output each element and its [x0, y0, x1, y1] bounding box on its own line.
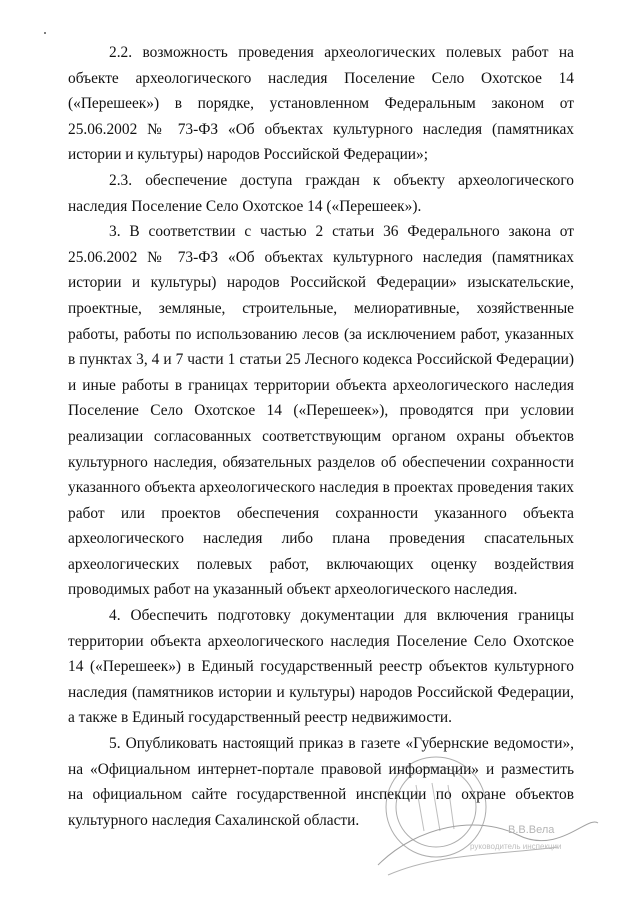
- paragraph-2-3: 2.3. обеспечение доступа граждан к объекту археологического наследия Поселение Село Охотское 14 («Перешеек»).: [68, 171, 574, 215]
- paragraph-3: 3. В соответствии с частью 2 статьи 36 Федерального закона от 25.06.2002 № 73-ФЗ «Об объектах культурного наследия (памятниках истории и культуры) народов Российской Федерации» изыскательские, проектные, земляные, строительные, мелиоративные, хозяйственные работы, работы по использованию лесов (за исключением работ, указанных в пунктах 3, 4 и 7 части 1 статьи 25 Лесного кодекса Российской Федерации) и иные работы в границах территории объекта археологического наследия Поселение Село Охотское 14 («Перешеек»), проводятся при условии реализации согласованных соответствующим органом охраны объектов культурного наследия, обязательных разделов об обеспечении сохранности указанного объекта археологического наследия в проектах проведения таких работ или проектов обеспечения сохранности указанного объекта археологического наследия либо плана проведения спасательных археологических полевых работ, включающих оценку воздействия проводимых работ на указанный объект археологического наследия.: [68, 223, 574, 599]
- paragraph-2-2: 2.2. возможность проведения археологических полевых работ на объекте археологического наследия Поселение Село Охотское 14 («Перешеек») в порядке, установленном Федеральным законом от 25.06.2002 № 73-ФЗ «Об объектах культурного наследия (памятниках истории и культуры) народов Российской Федерации»;: [68, 44, 574, 164]
- stamp-name: В.В.Вела: [508, 824, 555, 836]
- paragraph-5: 5. Опубликовать настоящий приказ в газете «Губернские ведомости», на «Официальном интернет-портале правовой информации» и разместить на официальном сайте государственной инспекции по охране объектов культурного наследия Сахалинской области.: [68, 735, 574, 829]
- scan-speck: [44, 32, 46, 34]
- official-stamp-signature: [358, 755, 608, 885]
- paragraph-4: 4. Обеспечить подготовку документации для включения границы территории объекта археологического наследия Поселение Село Охотское 14 («Перешеек») в Единый государственный реестр объектов культурного наследия (памятников истории и культуры) народов Российской Федерации, а также в Единый государственный реестр недвижимости.: [68, 607, 574, 727]
- document-body: [68, 40, 574, 833]
- stamp-title: руководитель инспекции: [470, 842, 562, 851]
